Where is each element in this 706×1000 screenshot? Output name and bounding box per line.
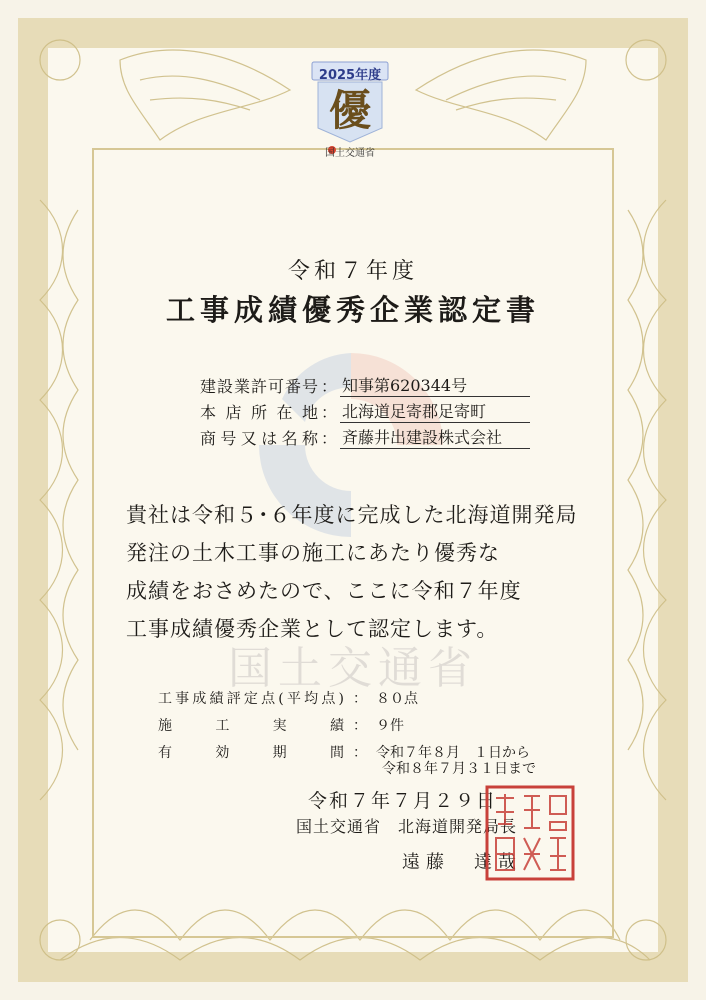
score-label: 工事成績評定点(平均点) — [158, 690, 344, 707]
body-line-4: 工事成績優秀企業として認定します。 — [126, 617, 499, 641]
issuer-name: 遠藤 達哉 — [402, 852, 522, 873]
validity-from: 令和７年８月 １日から — [376, 744, 530, 761]
info-row-company — [200, 424, 530, 450]
body-line-1: 貴社は令和５･６年度に完成した北海道開発局 — [126, 503, 578, 527]
body-line-3: 成績をおさめたので、ここに令和７年度 — [126, 579, 522, 603]
address-value: 北海道足寄郡足寄町 — [340, 399, 530, 423]
title-year: 令和７年度 — [287, 259, 418, 284]
detail-row-score — [158, 684, 578, 711]
license-separator: ： — [320, 376, 337, 396]
award-badge — [308, 58, 392, 162]
info-row-address — [200, 398, 530, 424]
certificate-title: 工事成績優秀企業認定書 — [165, 293, 540, 327]
detail-row-record — [158, 711, 578, 738]
badge-year: 2025年度 — [318, 68, 382, 83]
body-line-2: 発注の土木工事の施工にあたり優秀な — [126, 541, 500, 565]
address-label: 本店所在地 — [200, 402, 318, 422]
ministry-watermark: 国土交通省 — [228, 643, 478, 694]
score-separator: ： — [353, 690, 367, 707]
address-separator: ： — [320, 402, 337, 422]
info-row-license — [200, 372, 530, 398]
badge-organization: 国土交通省 — [325, 148, 375, 159]
company-info — [200, 372, 530, 450]
record-separator: ： — [353, 717, 367, 734]
license-value: 知事第620344号 — [340, 373, 530, 397]
validity-separator: ： — [353, 744, 367, 761]
license-label: 建設業許可番号 — [200, 376, 318, 396]
evaluation-details — [158, 684, 578, 765]
record-value: ９件 — [376, 717, 404, 734]
issue-date: 令和７年７月２９日 — [308, 790, 498, 812]
score-value: ８０点 — [376, 690, 418, 707]
issuer-title: 国土交通省 北海道開発局長 — [296, 817, 518, 836]
record-label: 施工実績 — [158, 717, 344, 734]
company-separator: ： — [320, 428, 337, 448]
badge-character: 優 — [328, 86, 371, 135]
certificate-body — [126, 496, 586, 648]
company-value: 斉藤井出建設株式会社 — [340, 425, 530, 449]
company-label: 商号又は名称 — [200, 428, 318, 448]
validity-to: 令和８年７月３１日まで — [382, 761, 536, 777]
official-seal-icon — [484, 784, 576, 882]
validity-label: 有効期間 — [158, 744, 344, 761]
